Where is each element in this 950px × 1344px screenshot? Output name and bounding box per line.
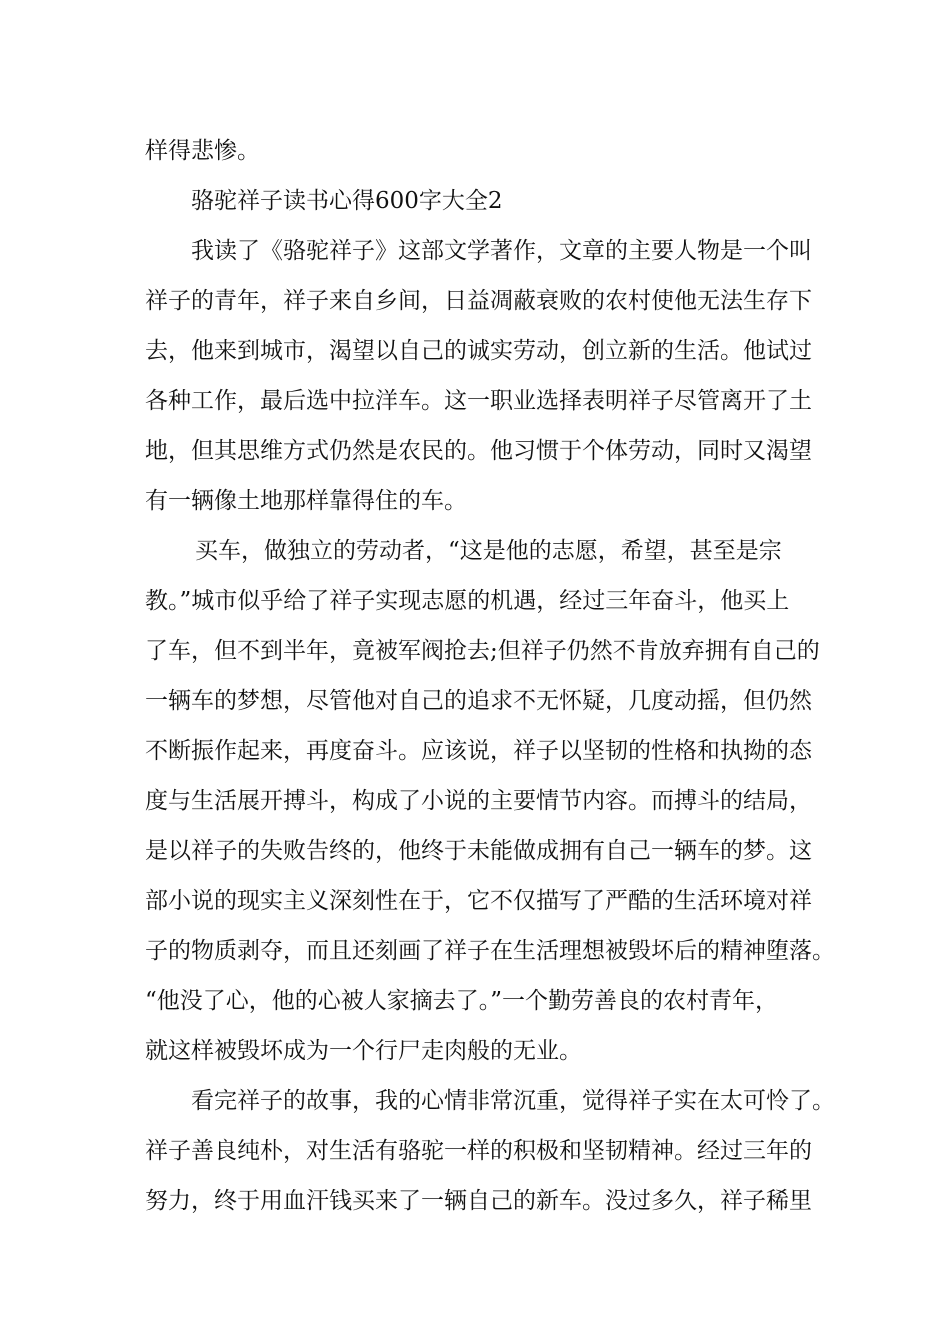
paragraph-line: 买车，做独立的劳动者，“这是他的志愿，希望，甚至是宗 [195, 538, 782, 564]
paragraph-line: 各种工作，最后选中拉洋车。这一职业选择表明祥子尽管离开了土 [145, 388, 812, 414]
paragraph-line: 地，但其思维方式仍然是农民的。他习惯于个体劳动，同时又渴望 [145, 438, 812, 464]
paragraph-line: 不断振作起来，再度奋斗。应该说，祥子以坚韧的性格和执拗的态 [145, 738, 812, 764]
paragraph-line: 子的物质剥夺，而且还刻画了祥子在生活理想被毁坏后的精神堕落。 [145, 938, 835, 964]
paragraph-line: 努力，终于用血汗钱买来了一辆自己的新车。没过多久，祥子稀里 [145, 1188, 812, 1214]
paragraph-line: 祥子的青年，祥子来自乡间，日益凋蔽衰败的农村使他无法生存下 [145, 288, 812, 314]
paragraph-line: 了车，但不到半年，竟被军阀抢去;但祥子仍然不肯放弃拥有自己的 [145, 638, 820, 664]
fragment-line: 样得悲惨。 [145, 138, 260, 164]
paragraph-line: “他没了心，他的心被人家摘去了。”一个勤劳善良的农村青年， [145, 988, 779, 1014]
paragraph-line: 教。”城市似乎给了祥子实现志愿的机遇，经过三年奋斗，他买上 [145, 588, 790, 614]
paragraph-line: 有一辆像土地那样靠得住的车。 [145, 488, 467, 514]
paragraph-line: 一辆车的梦想，尽管他对自己的追求不无怀疑，几度动摇，但仍然 [145, 688, 812, 714]
paragraph-line: 度与生活展开搏斗，构成了小说的主要情节内容。而搏斗的结局， [145, 788, 812, 814]
paragraph-line: 我读了《骆驼祥子》这部文学著作，文章的主要人物是一个叫 [191, 238, 812, 264]
paragraph-line: 祥子善良纯朴，对生活有骆驼一样的积极和坚韧精神。经过三年的 [145, 1138, 812, 1164]
paragraph-line: 部小说的现实主义深刻性在于，它不仅描写了严酷的生活环境对祥 [145, 888, 812, 914]
paragraph-line: 看完祥子的故事，我的心情非常沉重，觉得祥子实在太可怜了。 [191, 1088, 835, 1114]
section-heading: 骆驼祥子读书心得600字大全2 [191, 188, 503, 214]
paragraph-line: 去，他来到城市，渴望以自己的诚实劳动，创立新的生活。他试过 [145, 338, 812, 364]
paragraph-line: 就这样被毁坏成为一个行尸走肉般的无业。 [145, 1038, 582, 1064]
paragraph-line: 是以祥子的失败告终的，他终于未能做成拥有自己一辆车的梦。这 [145, 838, 812, 864]
